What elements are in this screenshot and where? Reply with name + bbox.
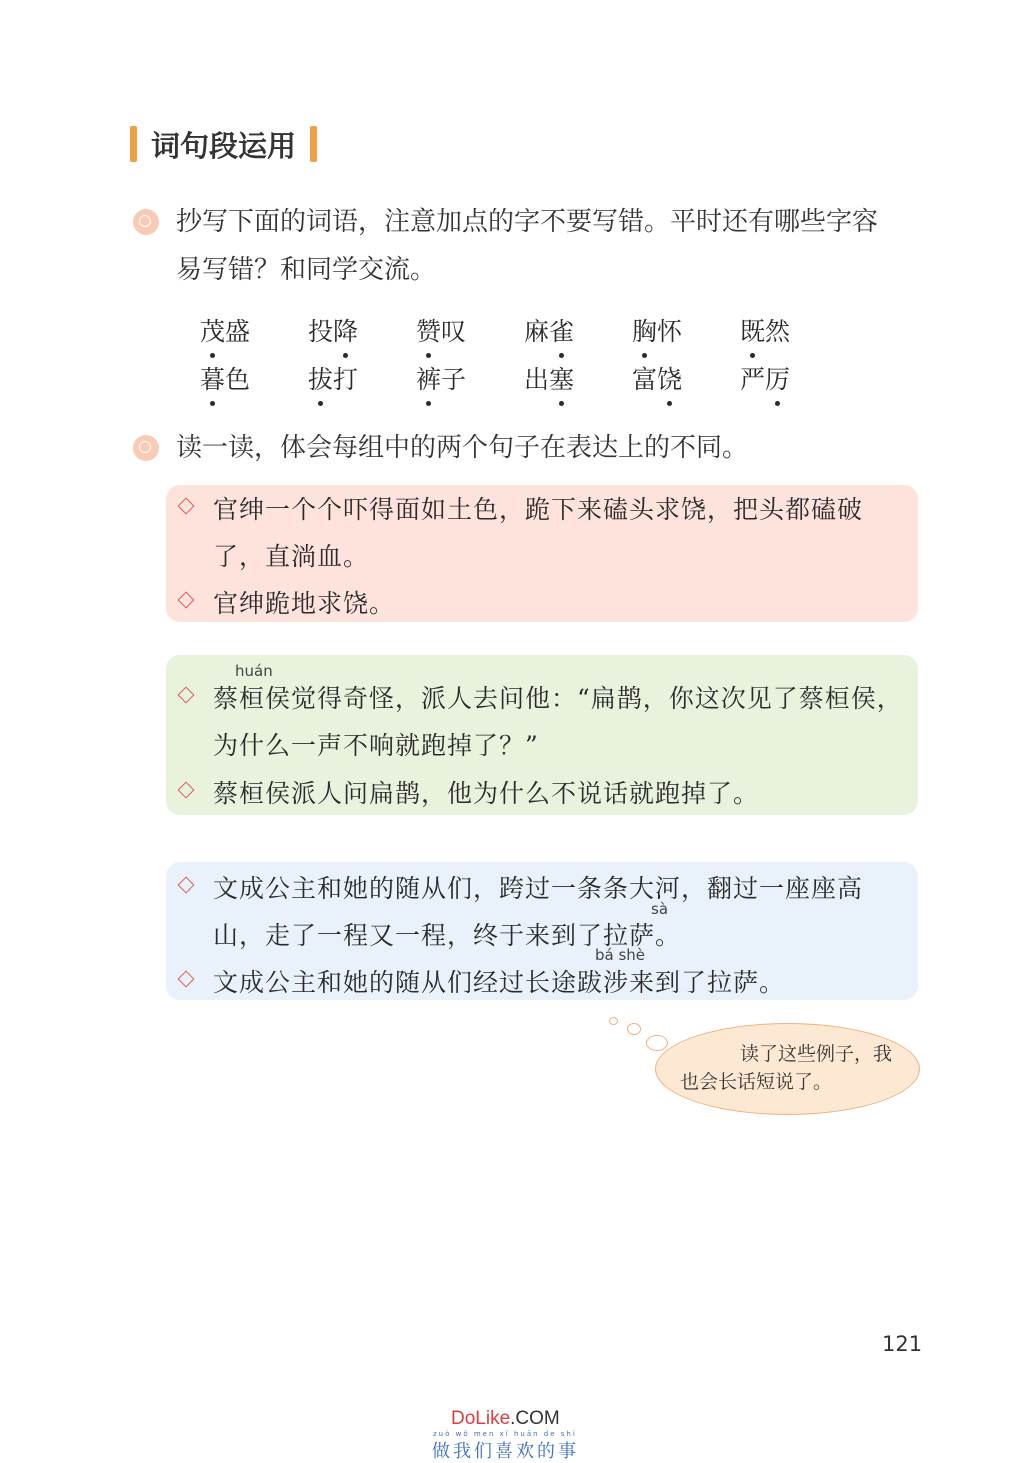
watermark-suffix: .COM — [510, 1408, 560, 1429]
thought-puff-icon — [627, 1023, 641, 1035]
dotted-character: 拔 — [308, 360, 333, 396]
word-item — [200, 312, 308, 348]
dotted-character: 既 — [740, 312, 765, 348]
word-item — [308, 312, 416, 348]
dotted-character: 赞 — [416, 312, 441, 348]
word-character: 严 — [740, 365, 766, 394]
watermark-slogan: 做我们喜欢的事 — [432, 1441, 579, 1462]
bubble-line2: 也会长话短说了。 — [680, 1071, 833, 1093]
dotted-character: 暮 — [200, 360, 225, 396]
word-item — [632, 360, 740, 396]
heading-bar-right — [310, 126, 317, 162]
word-character: 盛 — [225, 317, 251, 346]
group3-sentence2: 文成公主和她的随从们经过长途跋涉来到了拉萨。 — [213, 968, 786, 997]
task1-instruction — [176, 198, 936, 294]
word-grid — [200, 306, 848, 402]
dotted-character: 降 — [333, 312, 358, 348]
word-character: 出 — [524, 365, 550, 394]
word-character: 子 — [441, 365, 467, 394]
page-number: 121 — [882, 1332, 923, 1356]
group2-sentence1-line1: 蔡桓侯觉得奇怪，派人去问他：“扁鹊，你这次见了蔡桓侯， — [213, 684, 903, 713]
word-row — [200, 354, 848, 402]
watermark-pinyin: zuò wǒ men xǐ huān de shì — [433, 1430, 577, 1438]
word-item — [200, 360, 308, 396]
group1-sentence2: 官绅跪地求饶。 — [213, 589, 396, 618]
bubble-line1: 读了这些例子，我 — [739, 1043, 892, 1065]
word-item — [632, 312, 740, 348]
word-item — [524, 312, 632, 348]
group2-sentence2: 蔡桓侯派人问扁鹊，他为什么不说话就跑掉了。 — [213, 779, 760, 808]
task2-instruction: 读一读，体会每组中的两个句子在表达上的不同。 — [176, 433, 749, 463]
pinyin-huan: huán — [235, 662, 273, 680]
dotted-character: 茂 — [200, 312, 225, 348]
dotted-character: 塞 — [549, 360, 574, 396]
pinyin-ba-she: bá shè — [595, 946, 646, 964]
word-item — [308, 360, 416, 396]
word-character: 叹 — [441, 317, 467, 346]
word-character: 麻 — [524, 317, 550, 346]
bubble-text — [680, 1040, 900, 1096]
group3-sentence1-line1: 文成公主和她的随从们，跨过一条条大河，翻过一座座高 — [213, 874, 864, 903]
word-character: 富 — [632, 365, 658, 394]
group1-sentence1-line1: 官绅一个个吓得面如土色，跪下来磕头求饶，把头都磕破 — [213, 495, 864, 524]
word-item — [416, 312, 524, 348]
word-character: 怀 — [657, 317, 683, 346]
word-item — [740, 312, 848, 348]
dotted-character: 厉 — [765, 360, 790, 396]
pinyin-sa: sà — [651, 900, 669, 918]
task-bullet-icon — [133, 435, 159, 461]
group1-sentence1-line2: 了，直淌血。 — [213, 542, 370, 571]
heading-bar-left — [130, 126, 137, 162]
task1-instruction-line2: 易写错？和同学交流。 — [176, 255, 437, 285]
watermark-brand: DoLike — [451, 1408, 511, 1429]
section-heading — [130, 122, 317, 166]
group3-sentence1-line2: 山，走了一程又一程，终于来到了拉萨。 — [213, 921, 682, 950]
task1-instruction-line1: 抄写下面的词语，注意加点的字不要写错。平时还有哪些字容 — [176, 207, 879, 237]
word-item — [416, 360, 524, 396]
section-title: 词句段运用 — [151, 128, 297, 163]
task-bullet-icon — [133, 209, 159, 235]
dotted-character: 胸 — [632, 312, 657, 348]
word-character: 打 — [333, 365, 359, 394]
group2-sentence1-line2: 为什么一声不响就跑掉了？” — [213, 731, 539, 760]
dotted-character: 饶 — [657, 360, 682, 396]
word-character: 然 — [765, 317, 791, 346]
dotted-character: 雀 — [549, 312, 574, 348]
thought-puff-icon — [609, 1017, 618, 1025]
thought-puff-icon — [646, 1035, 668, 1051]
word-character: 投 — [308, 317, 334, 346]
word-item — [524, 360, 632, 396]
watermark-logo — [451, 1408, 560, 1430]
word-item — [740, 360, 848, 396]
word-row — [200, 306, 848, 354]
dotted-character: 裤 — [416, 360, 441, 396]
word-character: 色 — [225, 365, 251, 394]
